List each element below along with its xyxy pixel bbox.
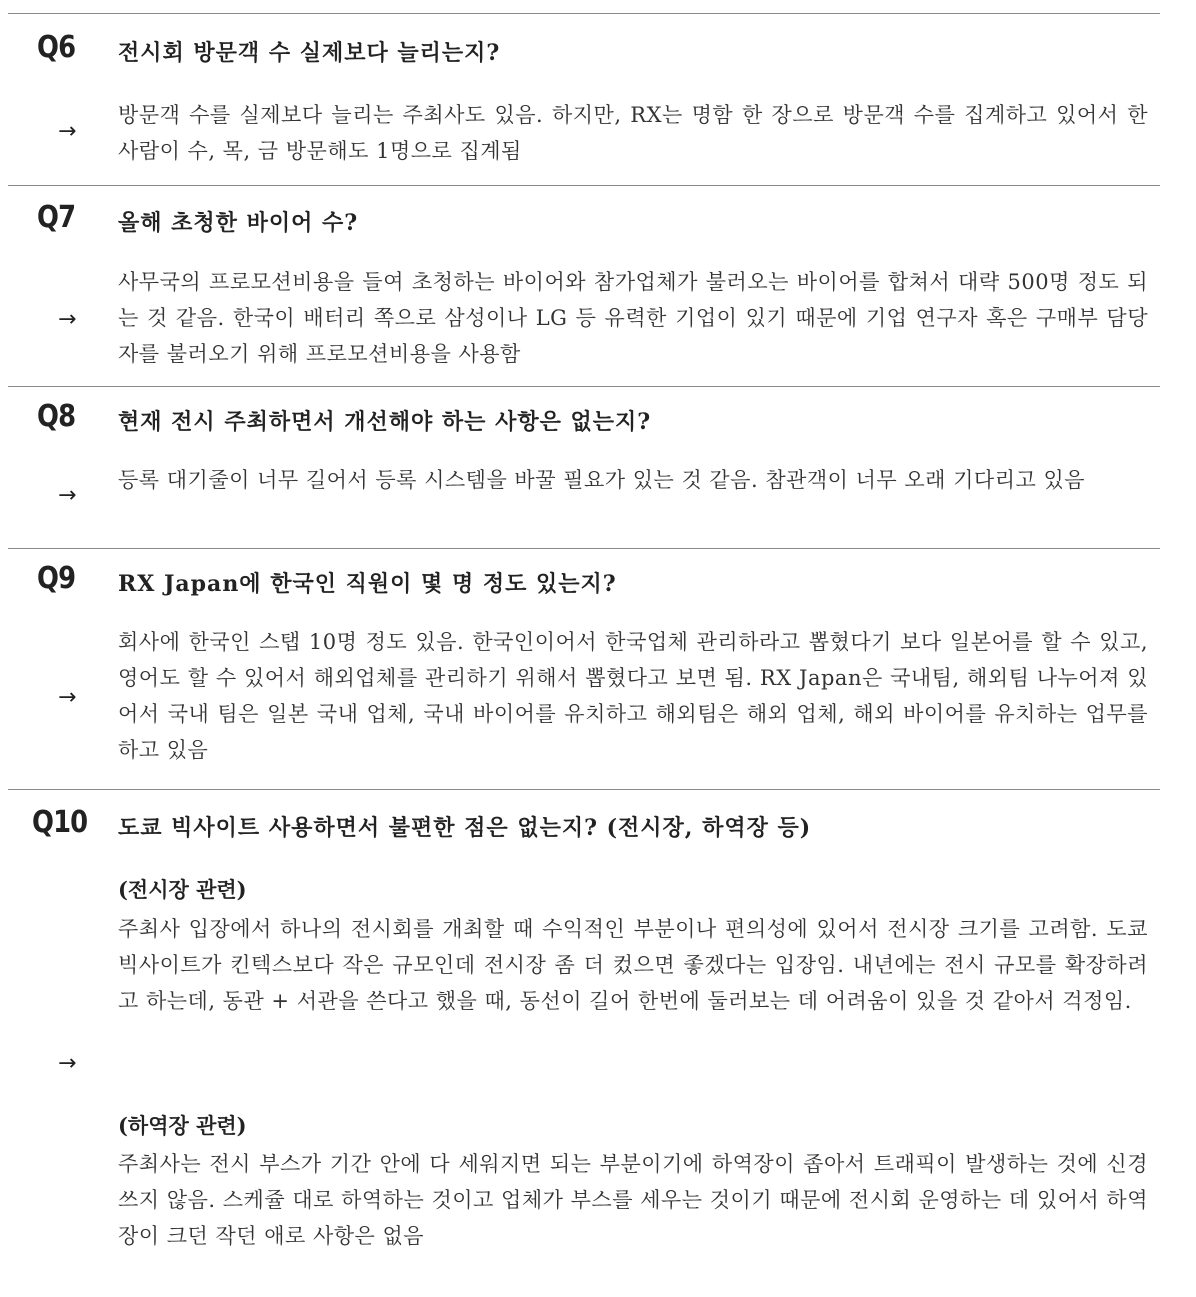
subheading: (전시장 관련) [118, 877, 247, 902]
arrow-icon: → [58, 483, 77, 508]
answer-text: 사무국의 프로모션비용을 들여 초청하는 바이어와 참가업체가 불러오는 바이어를 합쳐서 대략 500명 정도 되는 것 같음. 한국이 배터리 쪽으로 삼성이나 LG 등 유력한 기업이 있기 때문에 기업 연구자 혹은 구매부 담당자를 불러오기 위해 프로모션비용을 사용함 [118, 270, 1148, 366]
answer-text: 주최사 입장에서 하나의 전시회를 개최할 때 수익적인 부분이나 편의성에 있어서 전시장 크기를 고려함. 도쿄 빅사이트가 킨텍스보다 작은 규모인데 전시장 좀 더 컸으면 좋겠다는 입장임. 내년에는 전시 규모를 확장하려고 하는데, 동관 + 서관을 쓴다고 했을 때, 동선이 길어 한번에 둘러보는 데 어려움이 있을 것 같아서 걱정임. [118, 917, 1148, 1013]
question-number: Q7 [37, 200, 76, 235]
question-text: RX Japan에 한국인 직원이 몇 명 정도 있는지? [118, 571, 617, 597]
question-text: 도쿄 빅사이트 사용하면서 불편한 점은 없는지? (전시장, 하역장 등) [118, 815, 812, 841]
question-number: Q8 [37, 399, 76, 434]
answer-text: 방문객 수를 실제보다 늘리는 주최사도 있음. 하지만, RX는 명함 한 장으로 방문객 수를 집계하고 있어서 한 사람이 수, 목, 금 방문해도 1명으로 집계됨 [118, 103, 1148, 163]
divider [8, 789, 1160, 790]
arrow-icon: → [58, 307, 77, 332]
question-text: 현재 전시 주최하면서 개선해야 하는 사항은 없는지? [118, 409, 652, 435]
question-number: Q10 [32, 805, 88, 840]
question-text: 올해 초청한 바이어 수? [118, 210, 359, 236]
divider [8, 13, 1160, 14]
question-number: Q6 [37, 30, 76, 65]
answer-text: 주최사는 전시 부스가 기간 안에 다 세워지면 되는 부분이기에 하역장이 좁아서 트래픽이 발생하는 것에 신경 쓰지 않음. 스케쥴 대로 하역하는 것이고 업체가 부스를 세우는 것이기 때문에 전시회 운영하는 데 있어서 하역장이 크던 작던 애로 사항은 없음 [118, 1152, 1148, 1248]
answer-text: 등록 대기줄이 너무 길어서 등록 시스템을 바꿀 필요가 있는 것 같음. 참관객이 너무 오래 기다리고 있음 [118, 468, 1086, 492]
arrow-icon: → [58, 119, 77, 144]
question-number: Q9 [37, 561, 76, 596]
subheading: (하역장 관련) [118, 1113, 247, 1138]
question-text: 전시회 방문객 수 실제보다 늘리는지? [118, 40, 501, 66]
arrow-icon: → [58, 1051, 77, 1076]
divider [8, 548, 1160, 549]
arrow-icon: → [58, 685, 77, 710]
divider [8, 386, 1160, 387]
divider [8, 185, 1160, 186]
answer-text: 회사에 한국인 스탭 10명 정도 있음. 한국인이어서 한국업체 관리하라고 뽑혔다기 보다 일본어를 할 수 있고, 영어도 할 수 있어서 해외업체를 관리하기 위해서 뽑혔다고 보면 됨. RX Japan은 국내팀, 해외팀 나누어져 있어서 국내 팀은 일본 국내 업체, 국내 바이어를 유치하고 해외팀은 해외 업체, 해외 바이어를 유치하는 업무를 하고 있음 [118, 630, 1148, 762]
